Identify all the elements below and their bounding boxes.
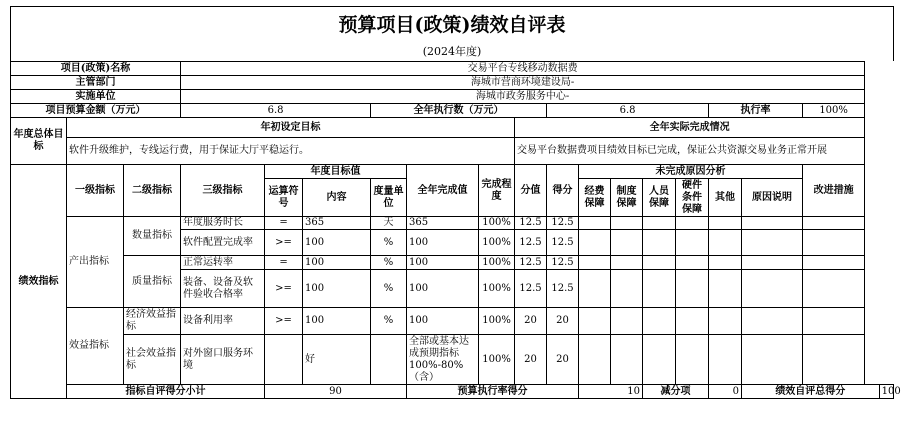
dept-value: 海城市营商环境建设局- [181, 76, 865, 90]
level3-header: 三级指标 [181, 165, 265, 217]
reason-funding-header: 经费保障 [579, 179, 611, 217]
reasons-group-header: 未完成原因分析 [579, 165, 803, 179]
indicator-score: 12.5 [547, 270, 579, 308]
indicator-name: 装备、设备及软件验收合格率 [181, 270, 265, 308]
indicator-value: 20 [515, 335, 547, 385]
indicator-value: 12.5 [515, 230, 547, 256]
indicator-content: 100 [303, 256, 371, 270]
budget-value: 6.8 [181, 104, 371, 118]
page-title: 预算项目(政策)绩效自评表 [10, 6, 894, 43]
indicator-full: 100 [407, 256, 479, 270]
group-quantity: 数量指标 [124, 217, 181, 256]
indicator-full: 100 [407, 270, 479, 308]
indicator-completion: 100% [479, 217, 515, 230]
indicator-content: 365 [303, 217, 371, 230]
indicator-full: 100 [407, 308, 479, 335]
indicator-name: 对外窗口服务环境 [181, 335, 265, 385]
indicator-unit: % [371, 256, 407, 270]
indicator-op [265, 335, 303, 385]
deduct-value: 0 [709, 385, 742, 399]
indicator-op: = [265, 217, 303, 230]
indicator-content: 好 [303, 335, 371, 385]
reason-note-header: 原因说明 [742, 179, 803, 217]
indicator-completion: 100% [479, 230, 515, 256]
planned-goal-text: 软件升级维护，专线运行费，用于保证大厅平稳运行。 [67, 138, 515, 165]
indicator-completion: 100% [479, 335, 515, 385]
indicator-name: 正常运转率 [181, 256, 265, 270]
project-name-value: 交易平台专线移动数据费 [181, 62, 865, 76]
table-row [11, 256, 894, 270]
op-header: 运算符号 [265, 179, 303, 217]
indicator-op: >= [265, 308, 303, 335]
impl-value: 海城市政务服务中心- [181, 90, 865, 104]
indicator-full: 100 [407, 230, 479, 256]
indicator-name: 设备利用率 [181, 308, 265, 335]
rate-value: 100% [803, 104, 865, 118]
level1-header: 一级指标 [67, 165, 124, 217]
project-name-label: 项目(政策)名称 [11, 62, 181, 76]
evaluation-table [10, 61, 901, 399]
planned-goal-header: 年初设定目标 [67, 118, 515, 138]
dept-label: 主管部门 [11, 76, 181, 90]
actual-goal-text: 交易平台数据费项目绩效目标已完成，保证公共资源交易业务正常开展 [515, 138, 865, 165]
table-row [11, 335, 894, 385]
indicator-section-label: 绩效指标 [11, 165, 67, 399]
indicator-score: 20 [547, 335, 579, 385]
indicator-op: >= [265, 230, 303, 256]
reason-other-header: 其他 [709, 179, 742, 217]
exec-score-label: 预算执行率得分 [407, 385, 579, 399]
indicator-content: 100 [303, 270, 371, 308]
indicator-value: 20 [515, 308, 547, 335]
full-year-header: 全年完成值 [407, 165, 479, 217]
total-value: 100 [879, 385, 893, 399]
indicator-completion: 100% [479, 270, 515, 308]
indicator-unit: 天 [371, 217, 407, 230]
indicator-name: 年度服务时长 [181, 217, 265, 230]
score-value-header: 分值 [515, 165, 547, 217]
indicator-value: 12.5 [515, 217, 547, 230]
indicator-score: 20 [547, 308, 579, 335]
indicator-completion: 100% [479, 308, 515, 335]
group-output: 产出指标 [67, 217, 124, 308]
group-benefit: 效益指标 [67, 308, 124, 385]
deduct-label: 减分项 [643, 385, 709, 399]
unit-header: 度量单位 [371, 179, 407, 217]
executed-value: 6.8 [547, 104, 709, 118]
group-economic: 经济效益指标 [124, 308, 181, 335]
completion-header: 完成程度 [479, 165, 515, 217]
evaluation-sheet [10, 6, 901, 399]
indicator-unit: % [371, 230, 407, 256]
score-header: 得分 [547, 165, 579, 217]
total-label: 绩效自评总得分 [742, 385, 880, 399]
content-header: 内容 [303, 179, 371, 217]
year-subtitle: (2024年度) [10, 43, 894, 61]
target-group-header: 年度目标值 [265, 165, 407, 179]
indicator-content: 100 [303, 308, 371, 335]
indicator-completion: 100% [479, 256, 515, 270]
exec-score-value: 10 [579, 385, 643, 399]
actual-goal-header: 全年实际完成情况 [515, 118, 865, 138]
indicator-unit: % [371, 308, 407, 335]
indicator-full: 全部或基本达成预期指标100%-80%（含） [407, 335, 479, 385]
impl-label: 实施单位 [11, 90, 181, 104]
indicator-score: 12.5 [547, 230, 579, 256]
indicator-unit: % [371, 270, 407, 308]
table-row [11, 308, 894, 335]
indicator-content: 100 [303, 230, 371, 256]
indicator-op: >= [265, 270, 303, 308]
level2-header: 二级指标 [124, 165, 181, 217]
indicator-score: 12.5 [547, 256, 579, 270]
indicator-unit [371, 335, 407, 385]
subtotal-label: 指标自评得分小计 [67, 385, 265, 399]
subtotal-value: 90 [265, 385, 407, 399]
group-quality: 质量指标 [124, 256, 181, 308]
rate-label: 执行率 [709, 104, 803, 118]
goal-label: 年度总体目标 [11, 118, 67, 165]
indicator-value: 12.5 [515, 270, 547, 308]
table-row [11, 217, 894, 230]
executed-label: 全年执行数（万元） [371, 104, 547, 118]
group-social: 社会效益指标 [124, 335, 181, 385]
indicator-full: 365 [407, 217, 479, 230]
reason-staff-header: 人员保障 [643, 179, 676, 217]
indicator-op: = [265, 256, 303, 270]
reason-system-header: 制度保障 [611, 179, 643, 217]
improve-header: 改进措施 [803, 165, 865, 217]
indicator-value: 12.5 [515, 256, 547, 270]
indicator-name: 软件配置完成率 [181, 230, 265, 256]
indicator-score: 12.5 [547, 217, 579, 230]
reason-hardware-header: 硬件条件保障 [676, 179, 709, 217]
budget-label: 项目预算金额（万元） [11, 104, 181, 118]
